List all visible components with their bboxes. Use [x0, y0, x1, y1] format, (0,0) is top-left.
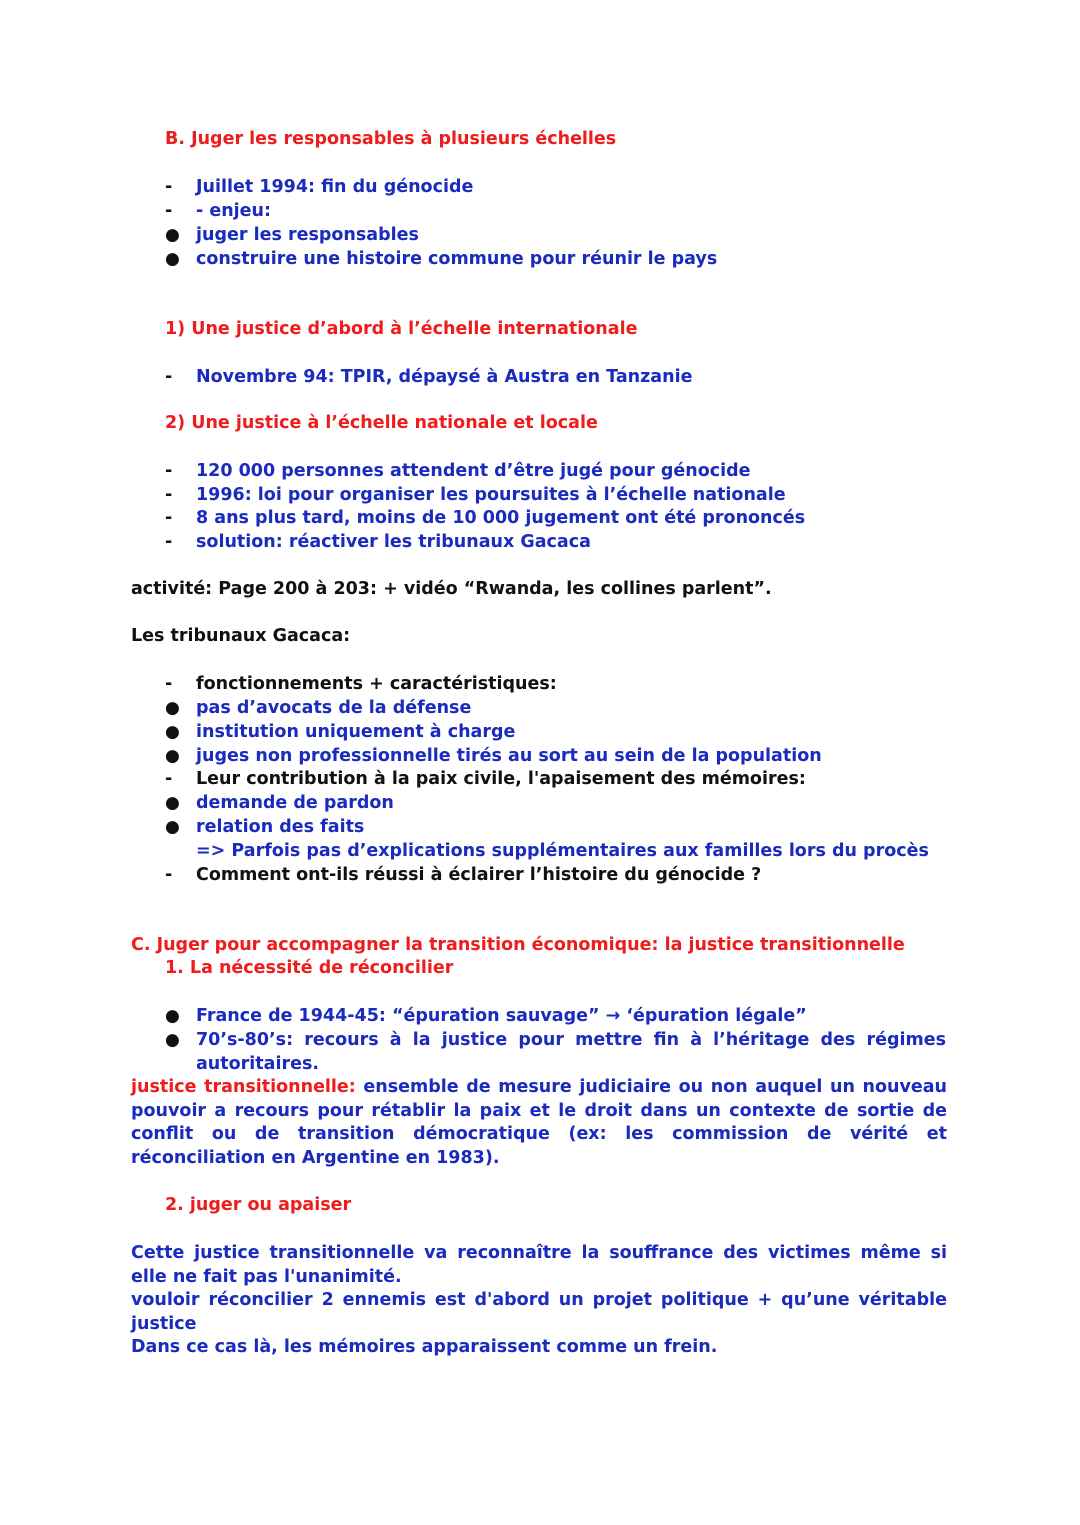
list-item: solution: réactiver les tribunaux Gacaca — [196, 532, 591, 552]
bullet-marker: ● — [165, 793, 180, 813]
dash-marker: - — [165, 532, 173, 552]
bullet-marker: ● — [165, 1030, 180, 1050]
list-item: 1996: loi pour organiser les poursuites à l’échelle nationale — [196, 485, 786, 505]
bullet-marker: ● — [165, 746, 180, 766]
bullet-marker: ● — [165, 249, 180, 269]
section-c-sub1-title: 1. La nécessité de réconcilier — [165, 958, 454, 978]
list-item: juger les responsables — [196, 225, 419, 245]
bullet-marker: ● — [165, 817, 180, 837]
section-c-sub2-title: 2. juger ou apaiser — [165, 1195, 352, 1215]
activity-line: activité: Page 200 à 203: + vidéo “Rwanda, les collines parlent”. — [131, 579, 772, 599]
section-b-title: B. Juger les responsables à plusieurs échelles — [165, 129, 617, 149]
gacaca-title: Les tribunaux Gacaca: — [131, 626, 351, 646]
bullet-marker: ● — [165, 225, 180, 245]
list-item: pas d’avocats de la défense — [196, 698, 472, 718]
list-item: France de 1944-45: “épuration sauvage” → ‘épuration légale” — [196, 1006, 807, 1026]
list-item-note: => Parfois pas d’explications supplémentaires aux familles lors du procès — [196, 841, 929, 861]
list-item: juges non professionnelle tirés au sort au sein de la population — [196, 746, 822, 766]
list-item: Comment ont-ils réussi à éclairer l’histoire du génocide ? — [196, 865, 762, 885]
list-item: demande de pardon — [196, 793, 394, 813]
subsection-2-title: 2) Une justice à l’échelle nationale et locale — [165, 413, 598, 433]
list-item: 70’s-80’s: recours à la justice pour mettre fin à l’héritage des régimes autoritaires. — [196, 1030, 946, 1074]
list-item: 120 000 personnes attendent d’être jugé pour génocide — [196, 461, 751, 481]
dash-marker: - — [165, 865, 173, 885]
dash-marker: - — [165, 508, 173, 528]
bullet-marker: ● — [165, 1006, 180, 1026]
definition-paragraph — [131, 1076, 947, 1170]
dash-marker: - — [165, 201, 173, 221]
dash-marker: - — [165, 367, 173, 387]
dash-marker: - — [165, 485, 173, 505]
list-item: institution uniquement à charge — [196, 722, 516, 742]
list-item: relation des faits — [196, 817, 365, 837]
bullet-marker: ● — [165, 722, 180, 742]
paragraph: Cette justice transitionnelle va reconnaître la souffrance des victimes même si elle ne fait pas l'unanimité. — [131, 1243, 947, 1287]
definition-term: justice transitionnelle: — [131, 1077, 356, 1097]
list-item: - enjeu: — [196, 201, 272, 221]
subsection-1-title: 1) Une justice d’abord à l’échelle internationale — [165, 319, 638, 339]
bullet-marker: ● — [165, 698, 180, 718]
list-item: Juillet 1994: fin du génocide — [196, 177, 474, 197]
dash-marker: - — [165, 674, 173, 694]
list-item: Novembre 94: TPIR, dépaysé à Austra en Tanzanie — [196, 367, 693, 387]
dash-marker: - — [165, 769, 173, 789]
definition-text: ensemble de mesure judiciaire ou non auquel un nouveau pouvoir a recours pour rétablir la paix et le droit dans un contexte de sortie de conflit ou de transition démocratique (ex: les commission de vérité et réconciliation en Argentine en 1983). — [131, 1077, 947, 1168]
dash-marker: - — [165, 177, 173, 197]
list-item: Leur contribution à la paix civile, l'apaisement des mémoires: — [196, 769, 806, 789]
list-item: construire une histoire commune pour réunir le pays — [196, 249, 718, 269]
section-c-title: C. Juger pour accompagner la transition économique: la justice transitionnelle — [131, 935, 905, 955]
list-item: fonctionnements + caractéristiques: — [196, 674, 557, 694]
list-item: 8 ans plus tard, moins de 10 000 jugement ont été prononcés — [196, 508, 806, 528]
paragraph: Dans ce cas là, les mémoires apparaissent comme un frein. — [131, 1337, 718, 1357]
dash-marker: - — [165, 461, 173, 481]
paragraph: vouloir réconcilier 2 ennemis est d'abord un projet politique + qu’une véritable justice — [131, 1290, 947, 1334]
